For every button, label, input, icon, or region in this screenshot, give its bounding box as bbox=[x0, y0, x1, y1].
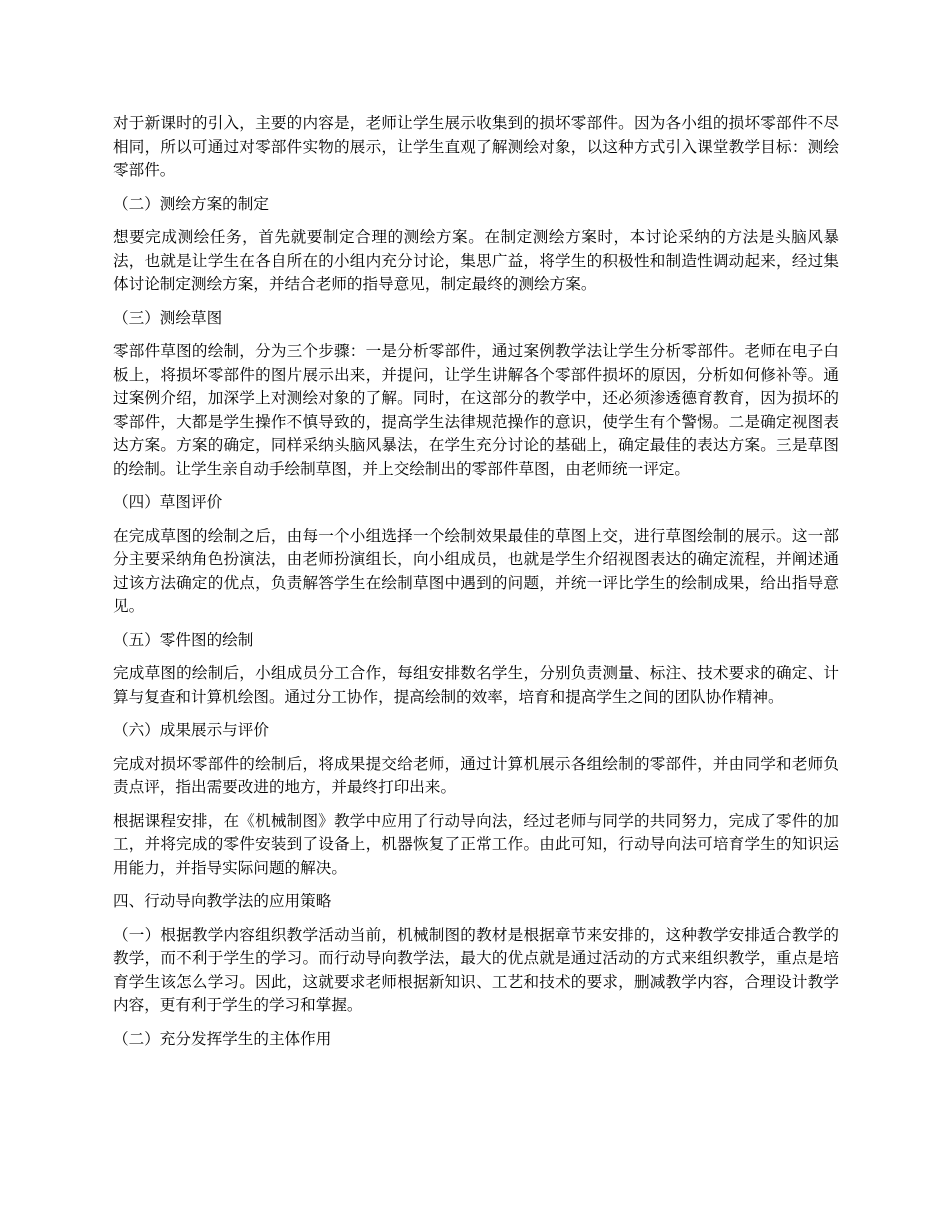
heading-sketch-review: （四）草图评价 bbox=[113, 493, 223, 511]
paragraph-plan: 想要完成测绘任务，首先就要制定合理的测绘方案。在制定测绘方案时，本讨论采纳的方法是头脑风暴法，也就是让学生在各自所在的小组内充分讨论，集思广益，将学生的积极性和制造性调动起来，经过集体讨论制定测绘方案，并结合老师的指导意见，制定最终的测绘方案。 bbox=[113, 228, 839, 293]
paragraph-showcase: 完成对损坏零部件的绘制后，将成果提交给老师，通过计算机展示各组绘制的零部件，并由同学和老师负责点评，指出需要改进的地方，并最终打印出来。 bbox=[113, 754, 839, 796]
heading-sketch: （三）测绘草图 bbox=[113, 308, 223, 327]
document-body bbox=[113, 112, 839, 1061]
heading-showcase: （六）成果展示与评价 bbox=[113, 721, 269, 739]
paragraph-summary: 根据课程安排，在《机械制图》教学中应用了行动导向法，经过老师与同学的共同努力，完成了零件的加工，并将完成的零件安装到了设备上，机器恢复了正常工作。由此可知，行动导向法可培育学生的知识运用能力，并指导实际问题的解决。 bbox=[113, 811, 839, 877]
heading-strategy-2: （二）充分发挥学生的主体作用 bbox=[113, 1029, 332, 1048]
heading-strategy: 四、行动导向教学法的应用策略 bbox=[113, 892, 332, 910]
paragraph-intro: 对于新课时的引入，主要的内容是，老师让学生展示收集到的损坏零部件。因为各小组的损坏零部件不尽相同，所以可通过对零部件实物的展示，让学生直观了解测绘对象，以这种方式引入课堂教学目标：测绘零部件。 bbox=[113, 114, 839, 179]
paragraph-sketch-review: 在完成草图的绘制之后，由每一个小组选择一个绘制效果最佳的草图上交，进行草图绘制的展示。这一部分主要采纳角色扮演法，由老师扮演组长，向小组成员，也就是学生介绍视图表达的确定流程，并阐述通过该方法确定的优点，负责解答学生在绘制草图中遇到的问题，并统一评比学生的绘制成果，给出指导意见。 bbox=[113, 526, 839, 615]
heading-plan: （二）测绘方案的制定 bbox=[113, 194, 269, 213]
paragraph-part-drawing: 完成草图的绘制后，小组成员分工合作，每组安排数名学生，分别负责测量、标注、技术要求的确定、计算与复查和计算机绘图。通过分工协作，提高绘制的效率，培育和提高学生之间的团队协作精神。 bbox=[113, 664, 839, 706]
heading-part-drawing: （五）零件图的绘制 bbox=[113, 630, 254, 649]
paragraph-sketch: 零部件草图的绘制，分为三个步骤：一是分析零部件，通过案例教学法让学生分析零部件。老师在电子白板上，将损坏零部件的图片展示出来，并提问，让学生讲解各个零部件损坏的原因，分析如何修补等。通过案例介绍，加深学上对测绘对象的了解。同时，在这部分的教学中，还必须渗透德育教育，因为损坏的零部件，大都是学生操作不慎导致的，提高学生法律规范操作的意识，使学生有个警惕。二是确定视图表达方案。方案的确定，同样采纳头脑风暴法，在学生充分讨论的基础上，确定最佳的表达方案。三是草图的绘制。让学生亲自动手绘制草图，并上交绘制出的零部件草图，由老师统一评定。 bbox=[113, 342, 839, 478]
paragraph-strategy-1: （一）根据教学内容组织教学活动当前，机械制图的教材是根据章节来安排的，这种教学安排适合教学的教学，而不利于学生的学习。而行动导向教学法，最大的优点就是通过活动的方式来组织教学，重点是培育学生该怎么学习。因此，这就要求老师根据新知识、工艺和技术的要求，删减教学内容，合理设计教学内容，更有利于学生的学习和掌握。 bbox=[113, 925, 839, 1014]
